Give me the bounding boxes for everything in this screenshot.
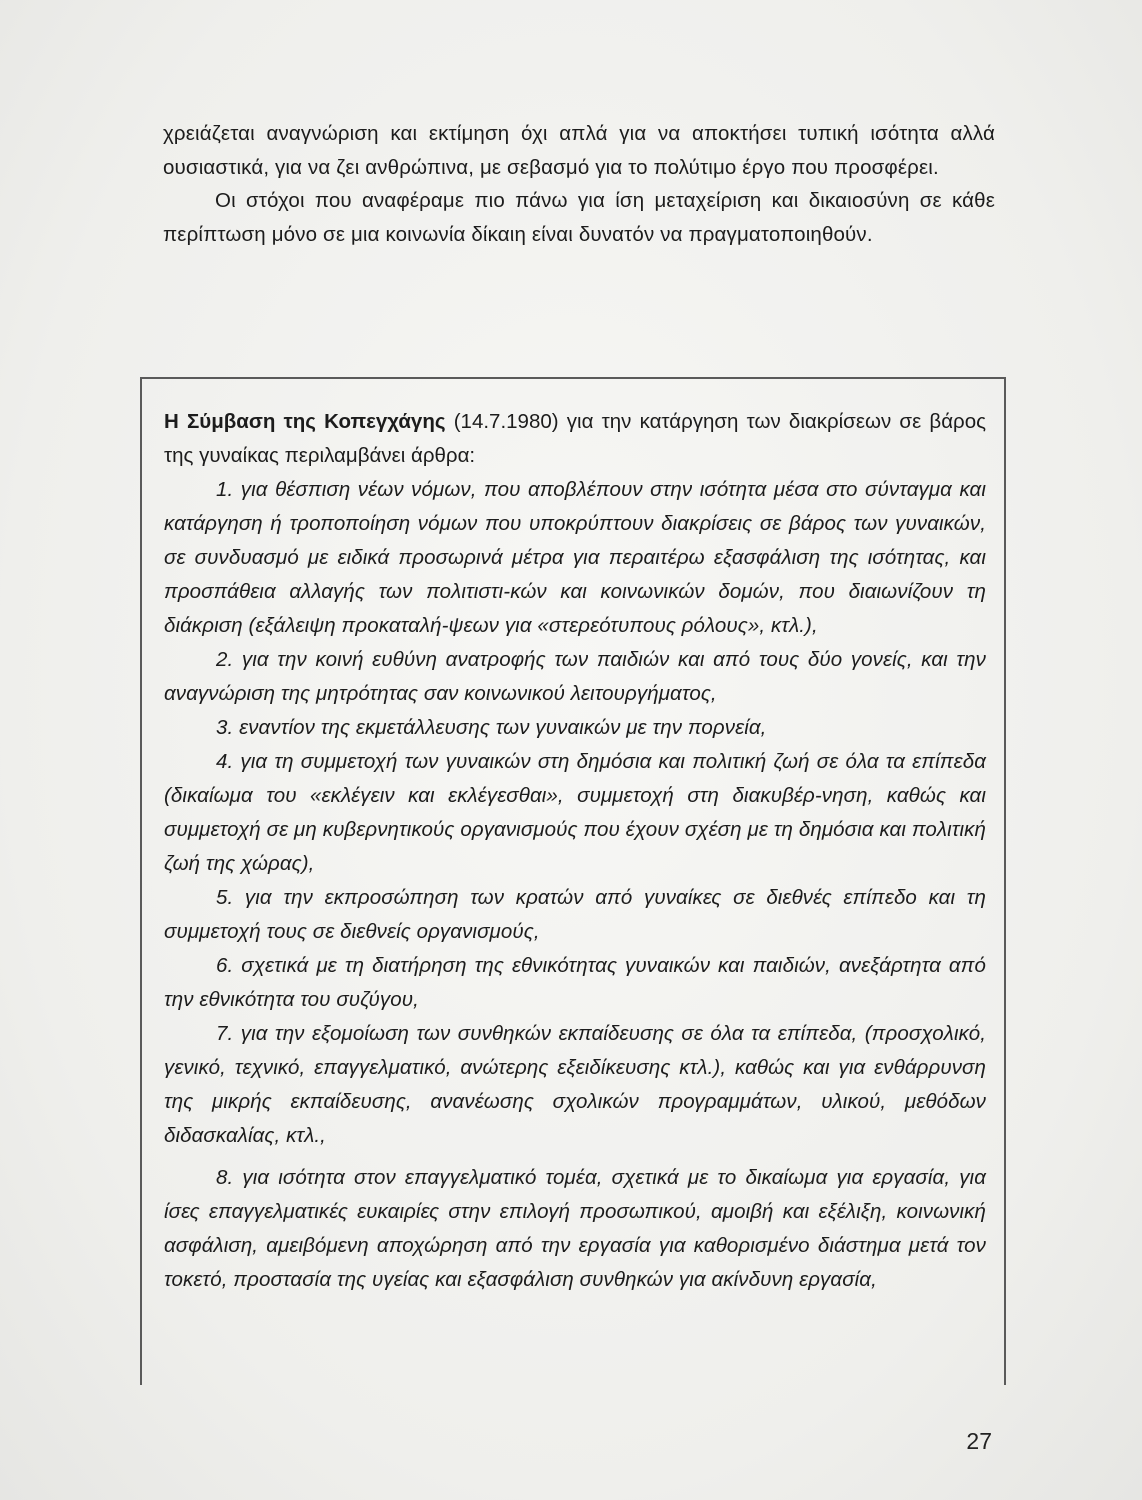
article-7: 7. για την εξομοίωση των συνθηκών εκπαίδευσης σε όλα τα επίπεδα, (προσχολικό, γενικό, τεχνικό, επαγγελματικό, ανώτερης εξειδίκευσης κτλ.), καθώς και για ενθάρρυνση της μικρής εκπαίδευσης, ανανέωσης σχολικών προγραμμάτων, υλικού, μεθόδων διδασκαλίας, κτλ., [164, 1022, 986, 1147]
article-1: 1. για θέσπιση νέων νόμων, που αποβλέπουν στην ισότητα μέσα στο σύνταγμα και κατάργηση ή τροποποίηση νόμων που υποκρύπτουν διακρίσεις σε βάρος των γυναικών, σε συνδυασμό με ειδικά προσωρινά μέτρα για περαιτέρω εξασφάλιση της ισότητας, και προσπάθεια αλλαγής των πολιτιστι-κών και κοινωνικών δομών, που διαιωνίζουν τη διάκριση (εξάλειψη προκαταλή-ψεων για «στερεότυπους ρόλους», κτλ.), [164, 478, 986, 637]
intro-paragraph-2: Οι στόχοι που αναφέραμε πιο πάνω για ίση μεταχείριση και δικαιοσύνη σε κάθε περίπτωση μόνο σε μια κοινωνία δίκαιη είναι δυνατόν να πραγματοποιηθούν. [163, 189, 995, 246]
article-2: 2. για την κοινή ευθύνη ανατροφής των παιδιών και από τους δύο γονείς, και την αναγνώριση της μητρότητας σαν κοινωνικού λειτουργήματος, [164, 648, 986, 705]
article-8: 8. για ισότητα στον επαγγελματικό τομέα, σχετικά με το δικαίωμα για εργασία, για ίσες επαγγελματικές ευκαιρίες στην επιλογή προσωπικού, αμοιβή και εξέλιξη, κοινωνική ασφάλιση, αμειβόμενη αποχώρηση από την εργασία για καθορισμένο διάστημα μετά τον τοκετό, προστασία της υγείας και εξασφάλιση συνθηκών για ακίνδυνη εργασία, [164, 1166, 986, 1291]
convention-title: Η Σύμβαση της Κοπεγχάγης [164, 410, 446, 433]
convention-box [140, 377, 1006, 1385]
intro-paragraph-1: χρειάζεται αναγνώριση και εκτίμηση όχι απλά για να αποκτήσει τυπική ισότητα αλλά ουσιαστικά, για να ζει ανθρώπινα, με σεβασμό για το πολύτιμο έργο που προσφέρει. [163, 122, 995, 179]
article-6: 6. σχετικά με τη διατήρηση της εθνικότητας γυναικών και παιδιών, ανεξάρτητα από την εθνικότητα του συζύγου, [164, 954, 986, 1011]
convention-lead-text: (14.7.1980) για την κατάργηση των διακρίσεων σε βάρος της γυναίκας περιλαμβάνει άρθρα: [164, 410, 986, 467]
article-5: 5. για την εκπροσώπηση των κρατών από γυναίκες σε διεθνές επίπεδο και τη συμμετοχή τους σε διεθνείς οργανισμούς, [164, 886, 986, 943]
article-3: 3. εναντίον της εκμετάλλευσης των γυναικών με την πορνεία, [216, 716, 767, 739]
convention-box-content [164, 405, 986, 1297]
article-4: 4. για τη συμμετοχή των γυναικών στη δημόσια και πολιτική ζωή σε όλα τα επίπεδα (δικαίωμα του «εκλέγειν και εκλέγεσθαι», συμμετοχή στη διακυβέρ-νηση, καθώς και συμμετοχή σε μη κυβερνητικούς οργανισμούς που έχουν σχέση με τη δημόσια και πολιτική ζωή της χώρας), [164, 750, 986, 875]
page-number: 27 [966, 1428, 992, 1454]
intro-text [163, 117, 995, 251]
convention-lead [164, 405, 986, 473]
